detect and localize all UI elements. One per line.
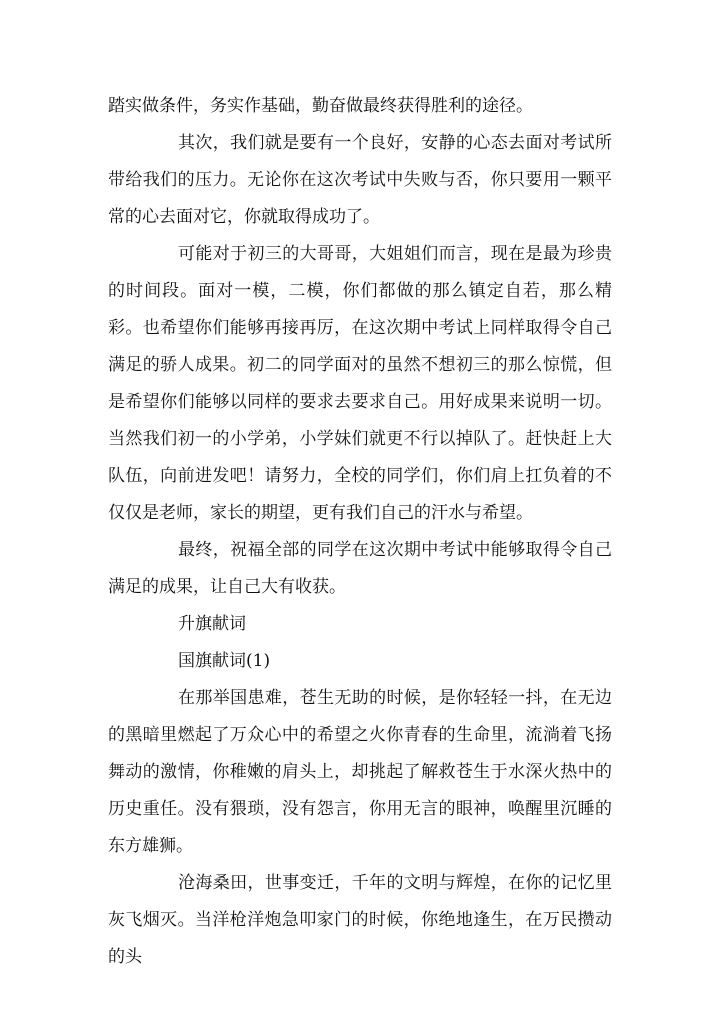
paragraph-3: 可能对于初三的大哥哥，大姐姐们而言，现在是最为珍贵的时间段。面对一模，二模，你们都做的那么镇定自若，那么精彩。也希望你们能够再接再厉，在这次期中考试上同样取得令自己满足的骄人成果。初二的同学面对的虽然不想初三的那么惊慌，但是希望你们能够以同样的要求去要求自己。用好成果来说明一切。当然我们初一的小学弟，小学妹们就更不行以掉队了。赶快赶上大队伍，向前进发吧！请努力，全校的同学们，你们肩上扛负着的不仅仅是老师，家长的期望，更有我们自己的汗水与希望。 [108, 244, 612, 523]
paragraph-1: 踏实做条件，务实作基础，勤奋做最终获得胜利的途径。 [108, 96, 533, 116]
paragraph-4: 最终，祝福全部的同学在这次期中考试中能够取得令自己满足的成果，让自己大有收获。 [108, 540, 612, 597]
paragraph-5: 在那举国患难，苍生无助的时候，是你轻轻一抖，在无边的黑暗里燃起了万众心中的希望之火你青春的生命里，流淌着飞扬舞动的激情，你稚嫩的肩头上，却挑起了解救苍生于水深火热中的历史重任。没有猥琐，没有怨言，你用无言的眼神，唤醒里沉睡的东方雄狮。 [108, 688, 612, 856]
paragraph-6: 沧海桑田，世事变迁，千年的文明与辉煌，在你的记忆里灰飞烟灭。当洋枪洋炮急叩家门的时候，你绝地逢生，在万民攒动的头 [108, 873, 612, 967]
paragraph-2: 其次，我们就是要有一个良好，安静的心态去面对考试所带给我们的压力。无论你在这次考试中失败与否，你只要用一颗平常的心去面对它，你就取得成功了。 [108, 133, 612, 227]
section-heading-flag-speech: 升旗献词 [178, 614, 246, 634]
document-page [108, 88, 612, 976]
section-subheading-flag-dedication: 国旗献词(1) [178, 651, 271, 671]
